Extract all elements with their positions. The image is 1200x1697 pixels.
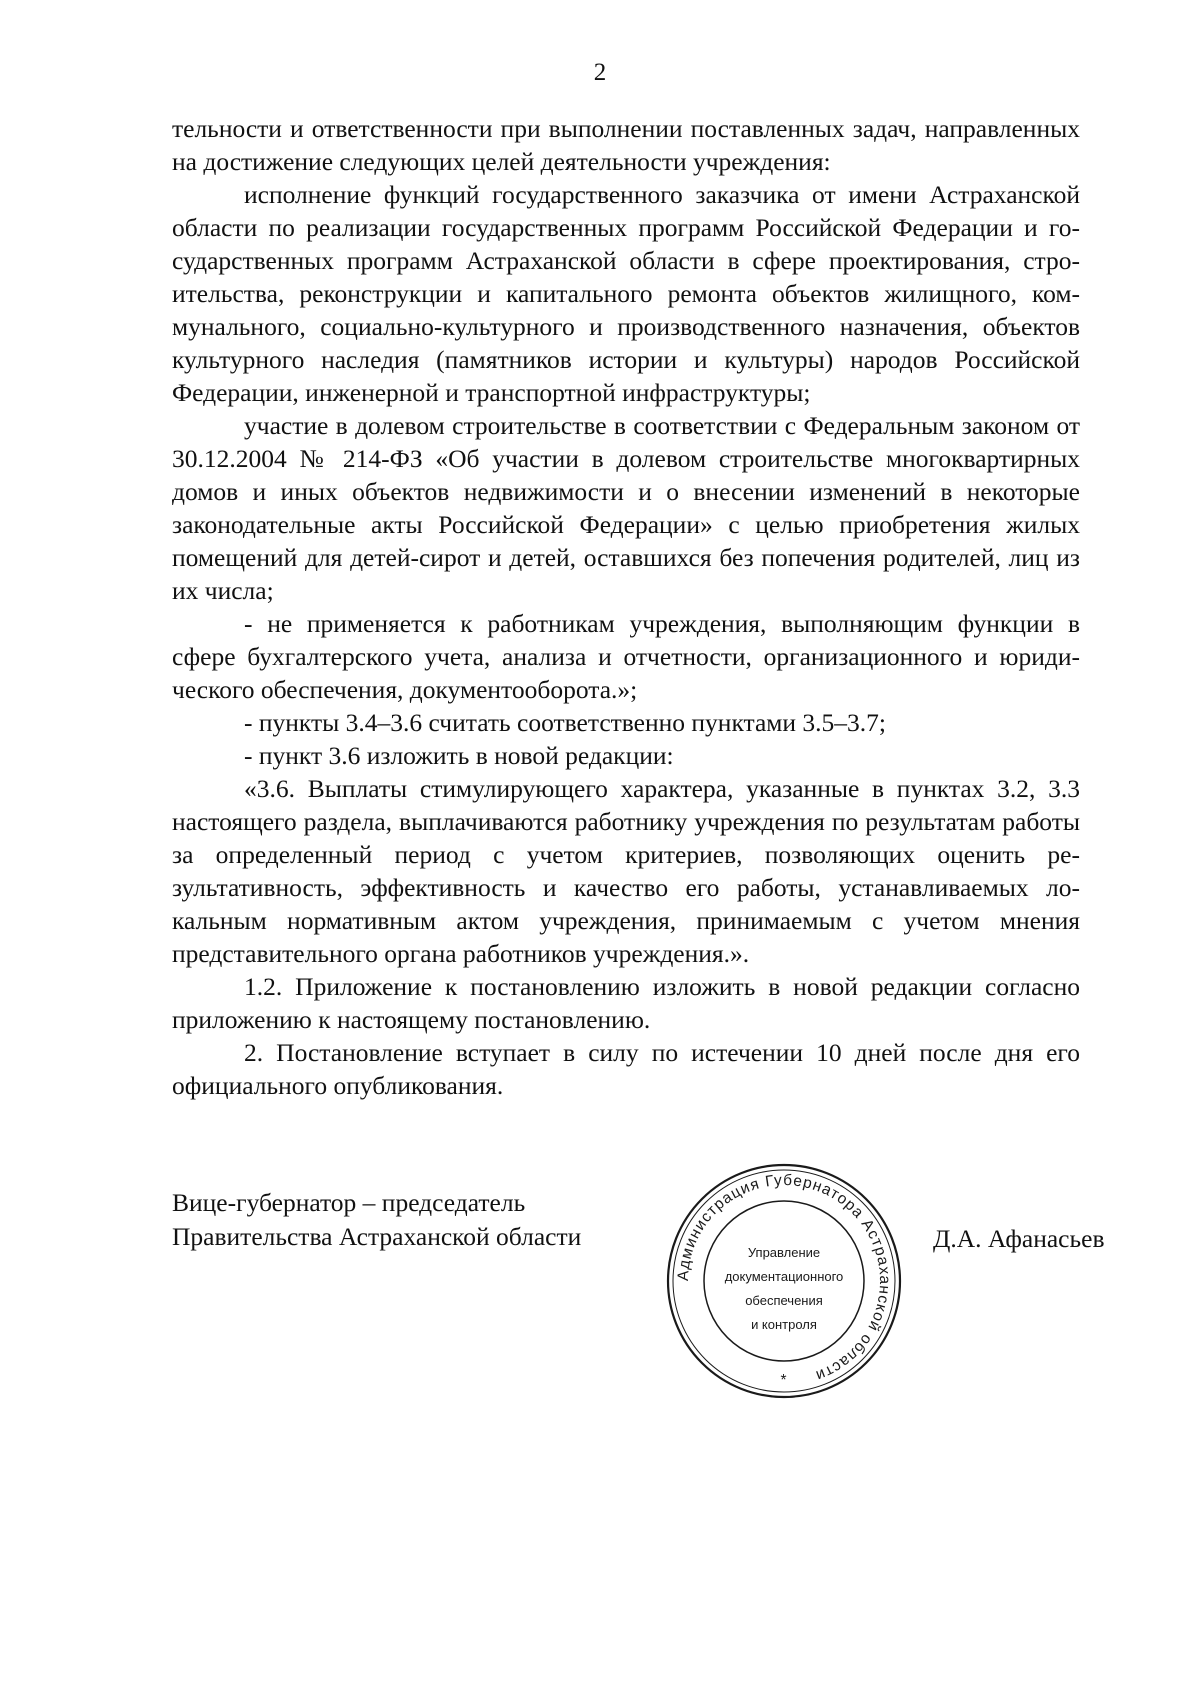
signatory-name: Д.А. Афанасьев [933,1224,1105,1253]
seal-ring-text: Администрация Губернатора Астраханской области [674,1171,894,1385]
signatory-position-line: Вице-губернатор – председатель [172,1188,526,1217]
seal-inner-line: документационного [724,1269,844,1284]
seal-star: * [780,1372,788,1389]
paragraph: - пункт 3.6 изложить в новой редакции: [244,741,674,770]
page-number: 2 [593,59,607,86]
official-seal [666,1163,902,1399]
paragraph: участие в долевом строительстве в соответствии с Федеральным законом от 30.12.2004 № 214-ФЗ «Об участии в долевом строительстве многоквартирных домов и иных объектов недвижимости и о внесении изменений в некоторые законодательные акты Российской Федерации» с целью приобретения жилых помещений для детей-сирот и детей, оставшихся без попечения родителей, лиц из их числа; [172,411,1080,605]
signatory-position-line: Правительства Астраханской области [172,1222,582,1251]
signatory-position [172,1186,581,1254]
paragraph: исполнение функций государственного заказчика от имени Астраханской области по реализации государственных программ Российской Федерации и государственных программ Астраханской области в сфере проектирования, строительства, реконструкции и капитального ремонта объектов жилищного, коммунального, социально-культурного и производственного назначения, объектов культурного наследия (памятников истории и культуры) народов Российской Федерации, инженерной и транспортной инфраструктуры; [172,180,1080,407]
seal-inner-line: обеспечения [745,1293,823,1308]
paragraph: 2. Постановление вступает в силу по истечении 10 дней после дня его официального опубликования. [172,1038,1080,1100]
seal-inner-line: и контроля [751,1317,817,1332]
paragraph: тельности и ответственности при выполнении поставленных задач, направленных на достижение следующих целей деятельности учреждения: [172,114,1080,176]
seal-graphic [666,1163,902,1399]
paragraph: «3.6. Выплаты стимулирующего характера, указанные в пунктах 3.2, 3.3 настоящего раздела, выплачиваются работнику учреждения по результатам работы за определенный период с учетом критериев, позволяющих оценить результативность, эффективность и качество его работы, устанавливаемых локальным нормативным актом учреждения, принимаемым с учетом мнения представительного органа работников учреждения.». [172,774,1080,968]
paragraph: 1.2. Приложение к постановлению изложить в новой редакции согласно приложению к настоящему постановлению. [172,972,1080,1034]
paragraph: - не применяется к работникам учреждения, выполняющим функции в сфере бухгалтерского учета, анализа и отчетности, организационного и юридического обеспечения, документооборота.»; [172,609,1080,704]
seal-inner-line: Управление [747,1245,821,1260]
document-body [172,112,1080,1102]
paragraph: - пункты 3.4–3.6 считать соответственно пунктами 3.5–3.7; [244,708,887,737]
